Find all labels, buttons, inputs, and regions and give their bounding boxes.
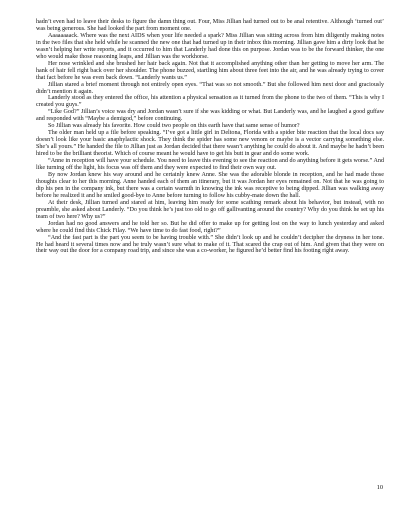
paragraph-3: Her nose wrinkled and she brushed her hair back again. Not that it accomplished anything other than her getting to move her arm. The hank of hair fell right back over her shoulder. The phone buzzed, startling him about three feet into the air, and he was already trying to cover that fact before he was even back down. “Landerly wants us.” [36, 60, 384, 81]
paragraph-2: Aaaaaaaack. Where was the next AIDS when your life needed a spark? Miss Jillian was sitting across from him diligently making notes in the two files that she held while he scanned the new one that had turned up in their inbox this morning. Jillian gave him a dirty look that he wasn’t helping her write reports, and it occurred to him that Landerly had done this on purpose. Jordan was to be the forward thinker, the one who would make those reasoning leaps, and Jillian was the workhorse. [36, 32, 384, 60]
paragraph-12: Jordan had no good answers and he told her so. But he did offer to make up for getting lost on the way to lunch yesterday and asked where he could find this Chick Filay. “We have time to do fast food, right?” [36, 220, 384, 234]
paragraph-10: By now Jordan knew his way around and he certainly knew Anne. She was the adorable blonde in reception, and he had made those thoughts clear to her this morning. Anne handed each of them an itinerary, but it was Jordan her eyes remained on. Not that he was going to dip his pen in the company ink, but there was a certain warmth in knowing the ink was receptive to being dipped. Jillian was walking away before he realized it and he smiled good-bye to Anne before turning to follow his cubby-mate down the hall. [36, 171, 384, 199]
body-text [36, 19, 384, 255]
paragraph-7: So Jillian was already his favorite. How could two people on this earth have that same sense of humor? [48, 123, 300, 130]
paragraph-13: “And the fast part is the part you seem to be having trouble with.” She didn’t look up and he couldn’t decipher the dryness in her tone. He had heard it several times now and he truly wasn’t sure what to make of it. That scared the crap out of him. And given that they were on their way out the door for a company road trip, and since she was a co-worker, he figured he’d better find his footing right away. [36, 234, 384, 255]
paragraph-9: “Anne in reception will have your schedule. You need to leave this evening to see the reaction and do anything before it gets worse.” And like turning off the light, his focus was off them and they were expected to find their own way out. [36, 158, 384, 172]
paragraph-5: Landerly stood as they entered the office, his attention a physical sensation as it turned from the phone to the two of them. “This is why I created you guys.” [36, 95, 384, 109]
paragraph-4: Jillian stared a brief moment through not entirely open eyes. “That was so not smooth.” But she followed him next door and graciously didn’t mention it again. [36, 81, 384, 95]
paragraph-11: At their desk, Jillian turned and stared at him, leaving him ready for some scathing remark about his behavior, but instead, with no preamble, she asked about Landerly. “Do you think he’s just too old to go off gallivanting around the country? Why do you think he set up his team of two here? Why us?” [36, 199, 384, 220]
paragraph-8: The older man held up a file before speaking. “I’ve got a little girl in Deltona, Florida with a spider bite reaction that the local docs say doesn’t look like your basic anaphylactic shock. They think the spider has some new venom or maybe is a vector carrying something else. She’s all yours.” He handed the file to Jillian just as Jordan decided that there wasn’t anything he could do about it. And maybe he hadn’t been hired to be the brilliant theorist. Which of course meant he would have to get his butt in gear and do some work. [36, 130, 384, 158]
paragraph-1: hadn’t even had to leave their desks to figure the damn thing out. Four, Miss Jillian had turned out to be anal retentive. Although ‘turned out’ was being generous. She had looked the part from moment one. [36, 19, 384, 32]
paragraph-6: “Like God?” Jillian’s voice was dry and Jordan wasn’t sure if she was kidding or what. But Landerly was, and he laughed a good guffaw and responded with “Maybe a demigod,” before continuing. [36, 109, 384, 123]
page-number: 10 [376, 484, 383, 491]
